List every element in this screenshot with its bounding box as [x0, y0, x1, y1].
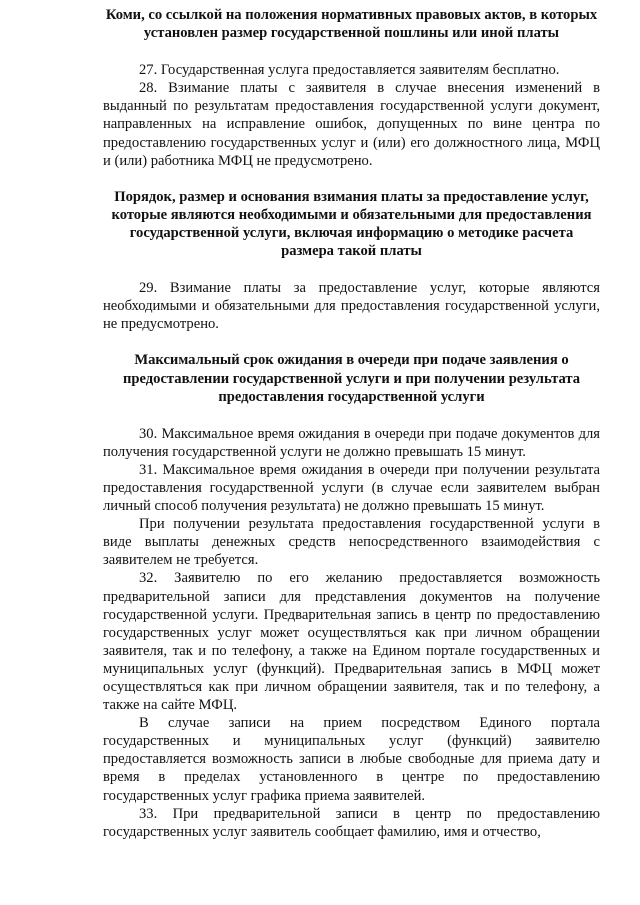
paragraph-29: 29. Взимание платы за предоставление услуг, которые являются необходимыми и обязательными для предоставления государственной услуги, не предусмотрено.: [103, 280, 600, 333]
paragraph-31-continued: При получении результата предоставления государственной услуги в виде выплаты денежных средств непосредственного взаимодействия с заявителем не требуется.: [103, 516, 600, 569]
paragraph-32-continued: В случае записи на прием посредством Единого портала государственных и муниципальных услуг (функций) заявителю предоставляется возможность записи в любые свободные для приема дату и время в пределах установленного в центре по предоставлению государственных услуг графика приема заявителей.: [103, 715, 600, 804]
document-body: [103, 6, 600, 841]
paragraph-33: 33. При предварительной записи в центр по предоставлению государственных услуг заявитель сообщает фамилию, имя и отчество,: [103, 805, 600, 840]
paragraph-27: 27. Государственная услуга предоставляется заявителям бесплатно.: [139, 62, 560, 79]
section-heading-fees: Коми, со ссылкой на положения нормативных правовых актов, в которых установлен размер государственной пошлины или иной платы: [105, 7, 598, 42]
paragraph-32: 32. Заявителю по его желанию предоставляется возможность предварительной записи для представления документов на получение государственной услуги. Предварительная запись в центр по предоставлению государственных услуг может осуществляться как при личном обращении заявителя, так и по телефону, а также на Едином портале государственных и муниципальных услуг (функций). Предварительная запись в МФЦ может осуществляться как при личном обращении заявителя, так и по телефону, а также на сайте МФЦ.: [103, 570, 600, 714]
paragraph-30: 30. Максимальное время ожидания в очереди при подаче документов для получения государственной услуги не должно превышать 15 минут.: [103, 425, 600, 460]
paragraph-28: 28. Взимание платы с заявителя в случае внесения изменений в выданный по результатам предоставления государственной услуги документ, направленных на исправление ошибок, допущенных по вине центра по предоставлению государственных услуг и (или) его должностного лица, МФЦ и (или) работника МФЦ не предусмотрено.: [103, 80, 600, 169]
section-heading-payment-procedure: Порядок, размер и основания взимания платы за предоставление услуг, которые являются необходимыми и обязательными для предоставления государственной услуги, включая информацию о методике расчета размера такой платы: [111, 188, 592, 260]
paragraph-31: 31. Максимальное время ожидания в очереди при получении результата предоставления государственной услуги (в случае если заявителем выбран личный способ получения результата) не должно превышать 15 минут.: [103, 461, 600, 515]
section-heading-waiting-time: Максимальный срок ожидания в очереди при подаче заявления о предоставлении государственной услуги и при получении результата предоставления государственной услуги: [122, 352, 581, 405]
